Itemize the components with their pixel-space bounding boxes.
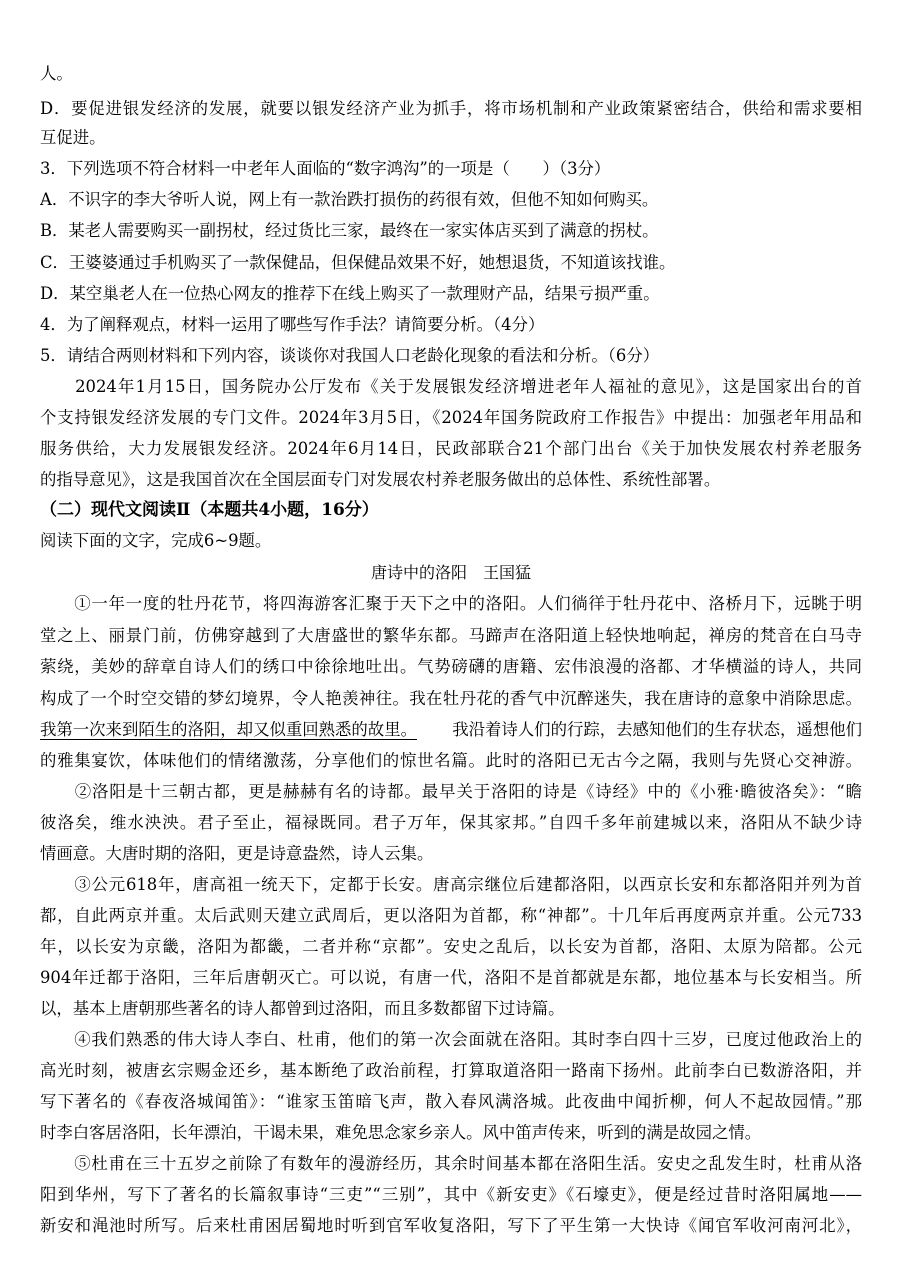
material-line-2: 个支持银发经济发展的专门文件。2024年3月5日，《2024年国务院政府工作报告》中提出：加强老年用品和: [40, 408, 862, 427]
paragraph-2-line-1: ②洛阳是十三朝古都，更是赫赫有名的诗都。最早关于洛阳的诗是《诗经》中的《小雅·瞻彼洛矣》：“瞻: [40, 782, 862, 801]
article-title: 唐诗中的洛阳 王国猛: [370, 563, 531, 582]
question-5: 5．请结合两则材料和下列内容，谈谈你对我国人口老龄化现象的看法和分析。（6分）: [40, 346, 660, 365]
paragraph-1-line-5: [40, 717, 862, 743]
paragraph-3-line-3: 年，以长安为京畿，洛阳为都畿，二者并称“京都”。安史之乱后，以长安为首都，洛阳、太原为陪都。公元: [40, 937, 862, 956]
paragraph-3-line-2: 都，自此两京并重。太后武则天建立武周后，更以洛阳为首都，称“神都”。十几年后再度两京并重。公元733: [40, 906, 862, 925]
question-3-option-b: B．某老人需要购买一副拐杖，经过货比三家，最终在一家实体店买到了满意的拐杖。: [40, 221, 659, 240]
question-3-option-a: A．不识字的李大爷听人说，网上有一款治跌打损伤的药很有效，但他不知如何购买。: [40, 190, 659, 209]
material-line-3: 服务供给，大力发展银发经济。2024年6月14日，民政部联合21个部门出台《关于加快发展农村养老服务: [40, 439, 862, 458]
text-span: 我沿着诗人们的行踪，去感知他们的生存状态，遥想他们: [452, 720, 862, 739]
paragraph-1-line-4: 构成了一个时空交错的梦幻境界，令人艳羡神往。我在牡丹花的香气中沉醉迷失，我在唐诗的意象中消除思虑。: [40, 689, 862, 708]
section-heading: （二）现代文阅读Ⅱ（本题共4小题，16分）: [40, 500, 379, 520]
paragraph-2-line-3: 情画意。大唐时期的洛阳，更是诗意盎然，诗人云集。: [40, 844, 434, 863]
paragraph-5-line-1: ⑤杜甫在三十五岁之前除了有数年的漫游经历，其余时间基本都在洛阳生活。安史之乱发生时，杜甫从洛: [40, 1154, 862, 1173]
paragraph-4-line-4: 时李白客居洛阳，长年漂泊，干谒未果，难免思念家乡亲人。风中笛声传来，听到的满是故园之情。: [40, 1123, 762, 1142]
paragraph-4-line-3: 写下著名的《春夜洛城闻笛》：“谁家玉笛暗飞声，散入春风满洛城。此夜曲中闻折柳，何人不起故园情。”那: [40, 1092, 862, 1111]
paragraph-5-line-2: 阳到华州，写下了著名的长篇叙事诗“三吏”“三别”，其中《新安吏》《石壕吏》，便是经过昔时洛阳属地——: [40, 1185, 862, 1204]
paragraph-1-line-6: 的雅集宴饮，体味他们的情绪激荡，分享他们的惊世名篇。此时的洛阳已无古今之隔，我则与先贤心交神游。: [40, 751, 862, 770]
paragraph-4-line-2: 高光时刻，被唐玄宗赐金还乡，基本断绝了政治前程，打算取道洛阳一路南下扬州。此前李白已数游洛阳，并: [40, 1061, 862, 1080]
paragraph-4-line-1: ④我们熟悉的伟大诗人李白、杜甫，他们的第一次会面就在洛阳。其时李白四十三岁，已度过他政治上的: [40, 1030, 862, 1049]
material-line-1: 2024年1月15日，国务院办公厅发布《关于发展银发经济增进老年人福祉的意见》，这是国家出台的首: [40, 377, 862, 396]
question-4: 4．为了阐释观点，材料一运用了哪些写作手法？请简要分析。（4分）: [40, 315, 545, 334]
material-line-4: 的指导意见》，这是我国首次在全国层面专门对发展农村养老服务做出的总体性、系统性部署。: [40, 470, 721, 489]
paragraph-1-line-2: 堂之上、丽景门前，仿佛穿越到了大唐盛世的繁华东都。马蹄声在洛阳道上轻快地响起，禅房的梵音在白马寺: [40, 626, 862, 645]
reading-instruction: 阅读下面的文字，完成6~9题。: [40, 531, 272, 550]
paragraph-3-line-1: ③公元618年，唐高祖一统天下，定都于长安。唐高宗继位后建都洛阳，以西京长安和东都洛阳并列为首: [40, 875, 862, 894]
underlined-sentence: 我第一次来到陌生的洛阳，却又似重回熟悉的故里。: [40, 720, 417, 739]
question-3: 3．下列选项不符合材料一中老年人面临的“数字鸿沟”的一项是（ ）（3分）: [40, 159, 611, 178]
question-3-option-c: C．王婆婆通过手机购买了一款保健品，但保健品效果不好，她想退货，不知道该找谁。: [40, 253, 676, 272]
paragraph-1-line-1: ①一年一度的牡丹花节，将四海游客汇聚于天下之中的洛阳。人们徜徉于牡丹花中、洛桥月下，远眺于明: [40, 594, 862, 613]
paragraph-3-line-5: 以，基本上唐朝那些著名的诗人都曾到过洛阳，而且多数都留下过诗篇。: [40, 999, 565, 1018]
text-line: 人。: [40, 64, 73, 83]
paragraph-1-line-3: 萦绕，美妙的辞章自诗人们的绣口中徐徐地吐出。气势磅礴的唐籍、宏伟浪漫的洛都、才华横溢的诗人，共同: [40, 657, 862, 676]
paragraph-5-line-3: 新安和渑池时所写。后来杜甫困居蜀地时听到官军收复洛阳，写下了平生第一大快诗《闻官军收河南河北》，: [40, 1216, 862, 1235]
question-3-option-d: D．某空巢老人在一位热心网友的推荐下在线上购买了一款理财产品，结果亏损严重。: [40, 284, 660, 303]
paragraph-3-line-4: 904年迁都于洛阳，三年后唐朝灭亡。可以说，有唐一代，洛阳不是首都就是东都，地位基本与长安相当。所: [40, 968, 862, 987]
option-d-line-1: D．要促进银发经济的发展，就要以银发经济产业为抓手，将市场机制和产业政策紧密结合，供给和需求要相: [40, 99, 862, 118]
paragraph-2-line-2: 彼洛矣，维水泱泱。君子至止，福禄既同。君子万年，保其家邦。”自四千多年前建城以来，洛阳从不缺少诗: [40, 813, 862, 832]
option-d-line-2: 互促进。: [40, 128, 106, 147]
